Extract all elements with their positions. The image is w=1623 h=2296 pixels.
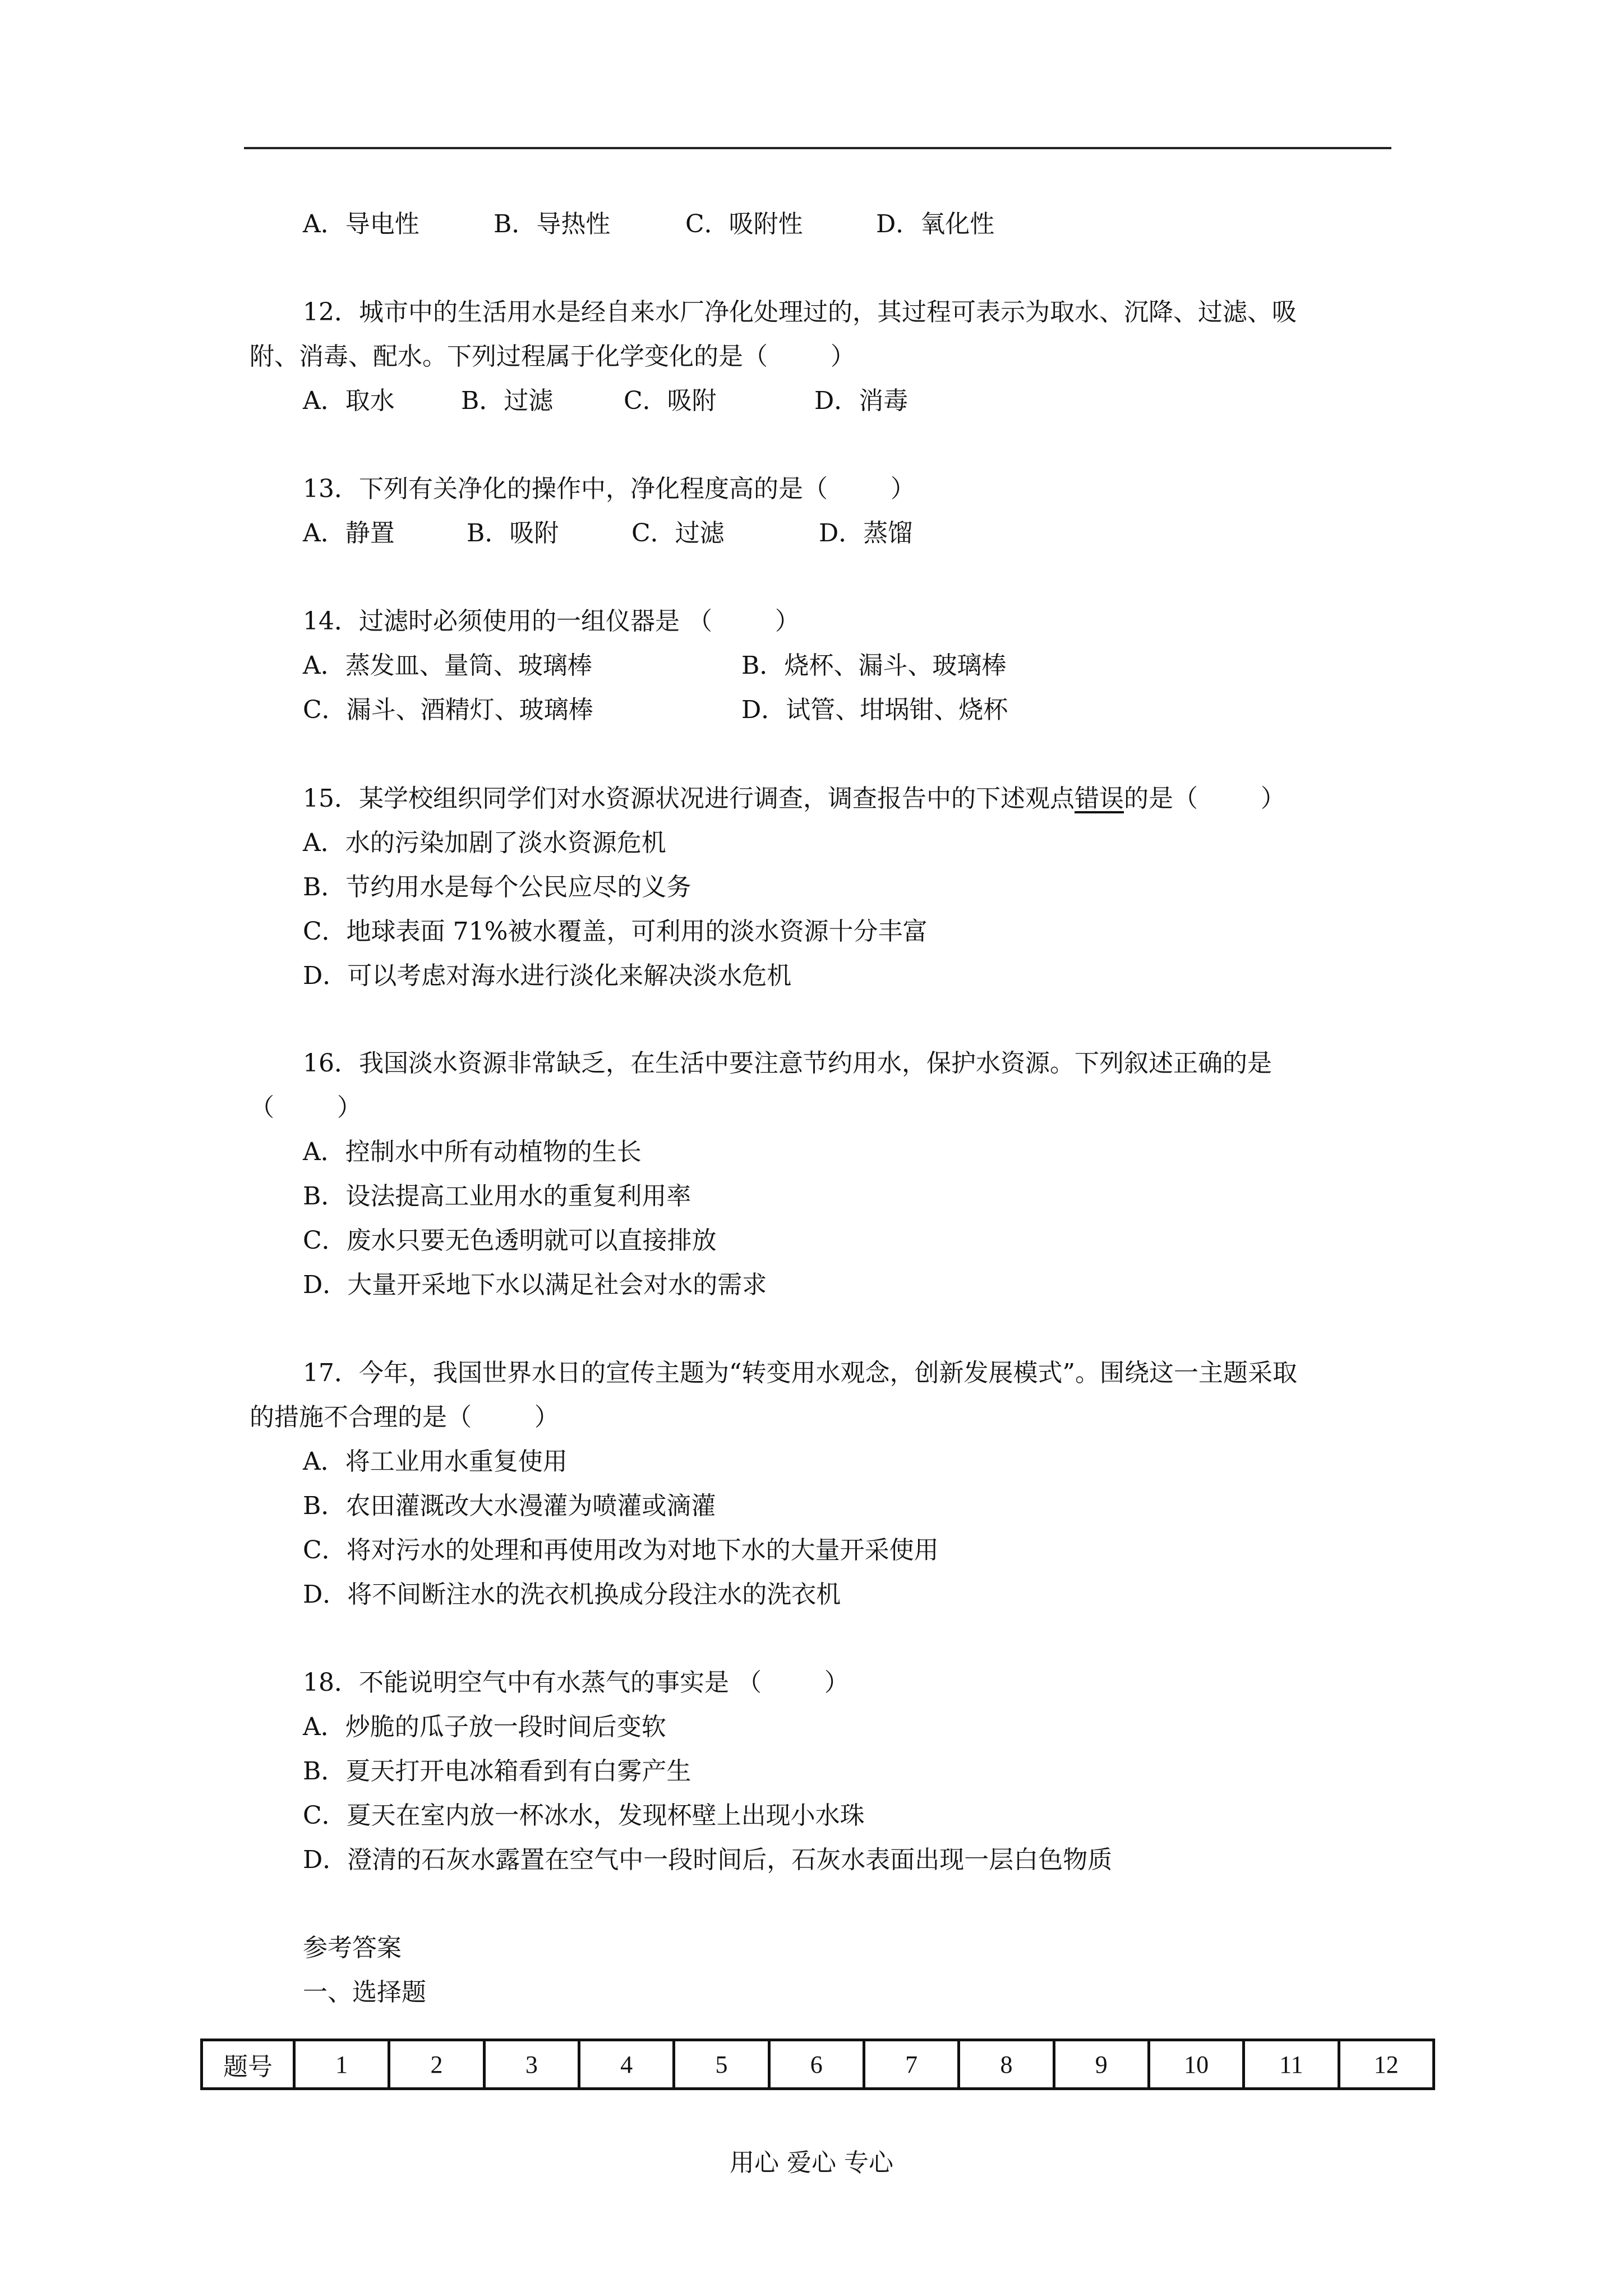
- option-c: C．吸附: [624, 386, 717, 415]
- table-cell: 4: [579, 2040, 674, 2089]
- question-stem: 的措施不合理的是（ ）: [250, 1403, 559, 1432]
- answers-section-heading: 一、选择题: [303, 1978, 426, 2007]
- option-d: D．氧化性: [876, 210, 995, 238]
- option-b: B．设法提高工业用水的重复利用率: [303, 1182, 691, 1211]
- option-b: B．吸附: [467, 519, 559, 547]
- table-cell: 8: [959, 2040, 1054, 2089]
- option-a: A．蒸发皿、量筒、玻璃棒: [303, 651, 592, 680]
- option-b: B．导热性: [494, 210, 611, 238]
- question-stem: 13．下列有关净化的操作中，净化程度高的是（ ）: [303, 475, 915, 503]
- option-c: C．废水只要无色透明就可以直接排放: [303, 1226, 717, 1255]
- option-a: A．将工业用水重复使用: [303, 1447, 568, 1476]
- option-b: B．过滤: [461, 386, 554, 415]
- question-stem: 16．我国淡水资源非常缺乏，在生活中要注意节约用水，保护水资源。下列叙述正确的是: [303, 1049, 1272, 1078]
- question-stem: 附、消毒、配水。下列过程属于化学变化的是（ ）: [250, 342, 855, 371]
- question-stem: [303, 782, 1285, 816]
- option-c: C．地球表面 71%被水覆盖，可利用的淡水资源十分丰富: [303, 917, 928, 946]
- option-a: A．静置: [303, 519, 395, 547]
- option-b: B．节约用水是每个公民应尽的义务: [303, 873, 691, 901]
- option-d: D．澄清的石灰水露置在空气中一段时间后，石灰水表面出现一层白色物质: [303, 1846, 1113, 1874]
- table-cell: 5: [674, 2040, 769, 2089]
- option-a: A．水的污染加剧了淡水资源危机: [303, 829, 666, 857]
- option-a: A．控制水中所有动植物的生长: [303, 1138, 642, 1166]
- table-cell: 1: [294, 2040, 389, 2089]
- table-cell: 3: [484, 2040, 579, 2089]
- option-d: D．消毒: [814, 386, 909, 415]
- question-stem: 14．过滤时必须使用的一组仪器是 （ ）: [303, 607, 800, 636]
- option-c: C．将对污水的处理和再使用改为对地下水的大量开采使用: [303, 1536, 939, 1565]
- option-d: D．可以考虑对海水进行淡化来解决淡水危机: [303, 961, 792, 990]
- option-b: B．夏天打开电冰箱看到有白雾产生: [303, 1757, 691, 1786]
- option-d: D．将不间断注水的洗衣机换成分段注水的洗衣机: [303, 1580, 841, 1609]
- table-cell: 9: [1054, 2040, 1149, 2089]
- stem-text: 15．某学校组织同学们对水资源状况进行调查，调查报告中的下述观点: [303, 784, 1075, 813]
- question-stem: （ ）: [250, 1093, 362, 1122]
- stem-text: 的是（ ）: [1124, 784, 1285, 813]
- option-a: A．导电性: [303, 210, 419, 238]
- option-a: A．炒脆的瓜子放一段时间后变软: [303, 1713, 666, 1741]
- option-b: B．烧杯、漏斗、玻璃棒: [741, 651, 1007, 680]
- option-c: C．吸附性: [685, 210, 803, 238]
- table-cell: 12: [1339, 2040, 1433, 2089]
- answer-table: [200, 2039, 1435, 2090]
- table-cell: 10: [1149, 2040, 1243, 2089]
- stem-emphasis: 错误: [1075, 784, 1124, 813]
- option-d: D．试管、坩埚钳、烧杯: [741, 696, 1008, 724]
- table-cell: 11: [1244, 2040, 1339, 2089]
- answers-title: 参考答案: [303, 1934, 402, 1962]
- option-c: C．夏天在室内放一杯冰水，发现杯壁上出现小水珠: [303, 1801, 865, 1830]
- table-cell: 2: [389, 2040, 484, 2089]
- option-c: C．过滤: [631, 519, 725, 547]
- table-row: [202, 2040, 1434, 2089]
- table-header-cell: 题号: [202, 2040, 294, 2089]
- question-stem: 18．不能说明空气中有水蒸气的事实是 （ ）: [303, 1668, 849, 1697]
- table-cell: 7: [864, 2040, 958, 2089]
- header-rule: [244, 147, 1391, 149]
- option-a: A．取水: [303, 386, 395, 415]
- page-footer: 用心 爱心 专心: [730, 2148, 893, 2177]
- option-d: D．大量开采地下水以满足社会对水的需求: [303, 1271, 767, 1299]
- table-cell: 6: [769, 2040, 864, 2089]
- option-d: D．蒸馏: [819, 519, 913, 547]
- option-b: B．农田灌溉改大水漫灌为喷灌或滴灌: [303, 1492, 716, 1520]
- question-stem: 12．城市中的生活用水是经自来水厂净化处理过的，其过程可表示为取水、沉降、过滤、吸: [303, 298, 1297, 326]
- question-stem: 17．今年，我国世界水日的宣传主题为“转变用水观念，创新发展模式”。围绕这一主题采取: [303, 1359, 1297, 1387]
- option-c: C．漏斗、酒精灯、玻璃棒: [303, 696, 593, 724]
